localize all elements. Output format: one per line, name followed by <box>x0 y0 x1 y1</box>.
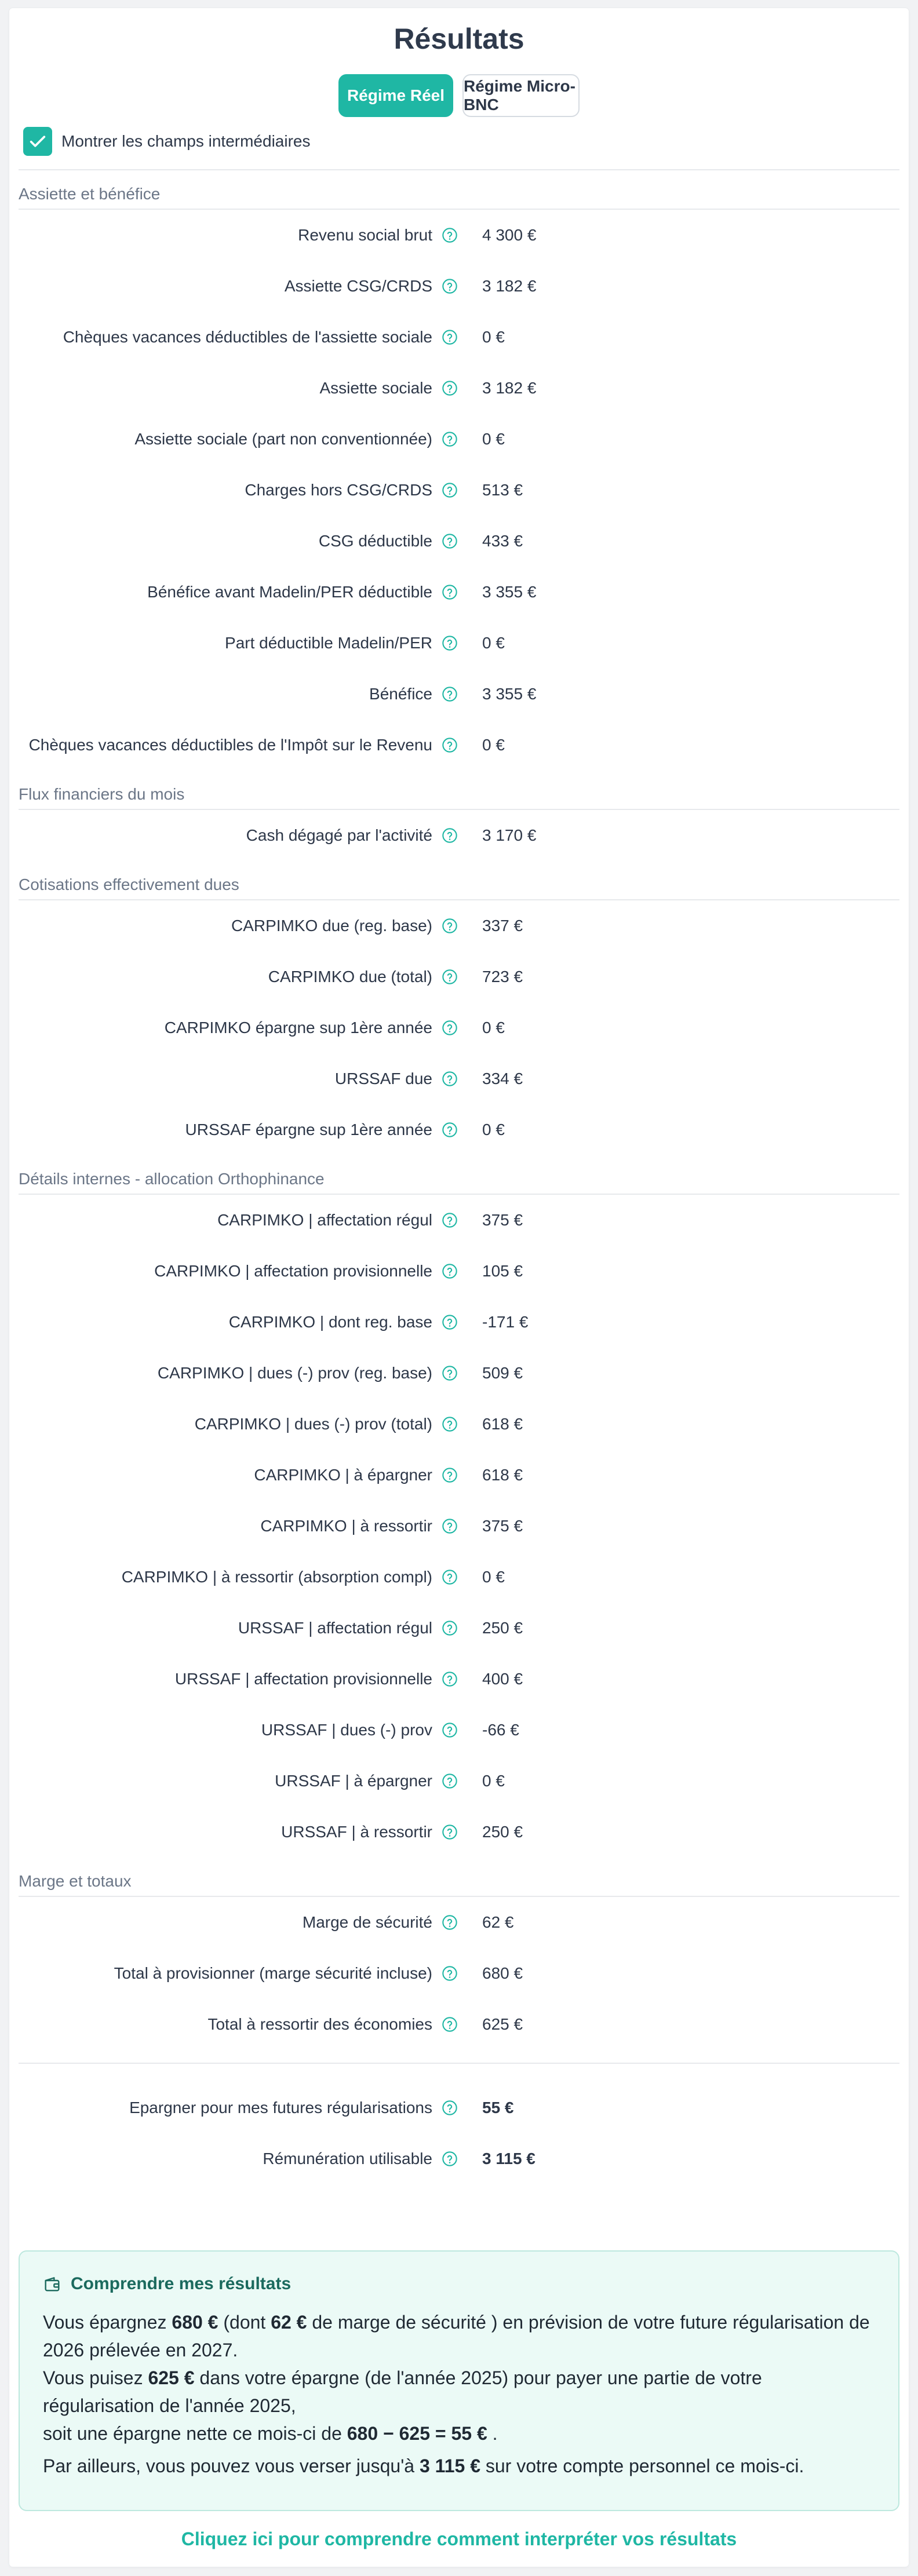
section-details-internes-allocation-orthophinance <box>19 1155 899 1858</box>
help-icon[interactable] <box>442 1824 458 1840</box>
result-value: 0 € <box>482 430 505 448</box>
info-text: Vous puisez <box>43 2367 148 2388</box>
help-icon[interactable] <box>442 1122 458 1138</box>
help-icon[interactable] <box>442 1620 458 1636</box>
result-row <box>19 1603 899 1654</box>
regime-reel-button[interactable]: Régime Réel <box>338 74 453 117</box>
result-row <box>19 1756 899 1807</box>
result-row <box>19 618 899 669</box>
result-row <box>19 1002 899 1053</box>
result-label: CSG déductible <box>318 532 432 550</box>
info-line-3 <box>43 2420 875 2447</box>
result-label: URSSAF | à ressortir <box>281 1823 432 1841</box>
section-title: Assiette et bénéfice <box>19 170 899 210</box>
result-label: CARPIMKO | à ressortir (absorption compl) <box>121 1568 432 1586</box>
result-row <box>19 2082 899 2133</box>
help-icon[interactable] <box>442 329 458 345</box>
info-text: (dont <box>218 2312 271 2333</box>
info-amount: 3 115 € <box>419 2455 480 2476</box>
info-box-text <box>43 2308 875 2480</box>
help-icon[interactable] <box>442 1071 458 1087</box>
result-label: Chèques vacances déductibles de l'Impôt sur le Revenu <box>28 736 432 754</box>
result-row <box>19 2133 899 2184</box>
info-amount: 62 € <box>271 2312 307 2333</box>
result-value: 0 € <box>482 634 505 652</box>
help-icon[interactable] <box>442 827 458 844</box>
result-value: 433 € <box>482 532 523 550</box>
result-label: URSSAF | dues (-) prov <box>261 1721 432 1739</box>
info-text: . <box>487 2423 498 2444</box>
result-label: Assiette sociale (part non conventionnée) <box>134 430 432 448</box>
info-text: sur votre compte personnel ce mois-ci. <box>480 2455 804 2476</box>
result-value: 375 € <box>482 1517 523 1535</box>
result-value: -66 € <box>482 1721 519 1739</box>
info-text: Vous épargnez <box>43 2312 172 2333</box>
section-title: Cotisations effectivement dues <box>19 861 899 900</box>
result-row <box>19 363 899 414</box>
result-row <box>19 1897 899 1948</box>
section-title: Flux financiers du mois <box>19 771 899 810</box>
result-row <box>19 1705 899 1756</box>
result-value: 3 182 € <box>482 277 537 295</box>
result-value: 0 € <box>482 736 505 754</box>
result-label: Rémunération utilisable <box>263 2150 432 2168</box>
result-label: Revenu social brut <box>298 226 432 244</box>
help-icon[interactable] <box>442 1671 458 1687</box>
result-value: 618 € <box>482 1415 523 1433</box>
result-row <box>19 567 899 618</box>
result-label: CARPIMKO | dues (-) prov (total) <box>194 1415 432 1433</box>
help-icon[interactable] <box>442 918 458 934</box>
regime-micro-bnc-button[interactable]: Régime Micro-BNC <box>462 74 580 117</box>
result-row <box>19 720 899 771</box>
result-value: 513 € <box>482 481 523 499</box>
info-amount: 625 € <box>148 2367 195 2388</box>
help-icon[interactable] <box>442 227 458 243</box>
help-icon[interactable] <box>442 380 458 396</box>
help-icon[interactable] <box>442 1416 458 1432</box>
result-row <box>19 1807 899 1858</box>
help-icon[interactable] <box>442 1467 458 1483</box>
result-label: Assiette sociale <box>319 379 432 397</box>
result-value: 250 € <box>482 1619 523 1637</box>
info-text: soit une épargne nette ce mois-ci de <box>43 2423 347 2444</box>
help-icon[interactable] <box>442 431 458 447</box>
result-value: 625 € <box>482 2015 523 2033</box>
result-row <box>19 1450 899 1501</box>
result-value: 0 € <box>482 1568 505 1586</box>
section-title: Marge et totaux <box>19 1858 899 1897</box>
help-icon[interactable] <box>442 686 458 702</box>
result-value: 337 € <box>482 917 523 935</box>
section-title: Détails internes - allocation Orthophinance <box>19 1155 899 1195</box>
help-icon[interactable] <box>442 584 458 600</box>
result-label: CARPIMKO | affectation régul <box>217 1211 432 1229</box>
check-icon <box>28 132 48 151</box>
result-label: CARPIMKO épargne sup 1ère année <box>164 1019 432 1037</box>
result-row <box>19 1104 899 1155</box>
result-label: URSSAF | affectation régul <box>238 1619 432 1637</box>
result-row <box>19 1195 899 1246</box>
result-value: 3 355 € <box>482 685 537 703</box>
result-value: 3 355 € <box>482 583 537 601</box>
help-icon[interactable] <box>442 635 458 651</box>
info-text: dans votre épargne (de l'année 2025) pour payer une partie de votre régularisation de l'année 2025, <box>43 2367 762 2416</box>
result-label: CARPIMKO | dont reg. base <box>228 1313 432 1331</box>
result-row <box>19 414 899 465</box>
result-row <box>19 261 899 312</box>
show-intermediate-checkbox[interactable] <box>23 127 52 156</box>
result-row <box>19 1297 899 1348</box>
help-icon[interactable] <box>442 1518 458 1534</box>
result-value: -171 € <box>482 1313 529 1331</box>
result-label: URSSAF | à épargner <box>275 1772 432 1790</box>
result-row <box>19 810 899 861</box>
result-row <box>19 1053 899 1104</box>
result-value: 723 € <box>482 968 523 986</box>
help-icon[interactable] <box>442 533 458 549</box>
help-icon[interactable] <box>442 2151 458 2167</box>
result-row <box>19 1399 899 1450</box>
info-box-header <box>43 2272 875 2296</box>
result-label: CARPIMKO | dues (-) prov (reg. base) <box>157 1364 432 1382</box>
result-label: CARPIMKO | à épargner <box>254 1466 432 1484</box>
help-icon[interactable] <box>442 1722 458 1738</box>
help-icon[interactable] <box>442 1365 458 1381</box>
help-icon[interactable] <box>442 969 458 985</box>
wallet-icon <box>43 2275 61 2293</box>
result-row <box>19 516 899 567</box>
help-icon[interactable] <box>442 482 458 498</box>
info-line-4 <box>43 2452 875 2480</box>
result-label: CARPIMKO due (reg. base) <box>231 917 432 935</box>
help-icon[interactable] <box>442 2016 458 2033</box>
help-icon[interactable] <box>442 1965 458 1982</box>
result-label: Bénéfice avant Madelin/PER déductible <box>147 583 432 601</box>
result-label: Epargner pour mes futures régularisations <box>129 2099 432 2117</box>
result-label: Charges hors CSG/CRDS <box>245 481 432 499</box>
result-value: 3 115 € <box>482 2150 536 2168</box>
result-value: 680 € <box>482 1964 523 1982</box>
info-box <box>19 2250 899 2511</box>
result-row <box>19 1654 899 1705</box>
result-row <box>19 1552 899 1603</box>
help-icon[interactable] <box>442 1314 458 1330</box>
info-line-2 <box>43 2364 875 2420</box>
section-marge-et-totaux <box>19 1858 899 2050</box>
help-icon[interactable] <box>442 278 458 294</box>
info-line-1 <box>43 2308 875 2364</box>
result-value: 250 € <box>482 1823 523 1841</box>
result-label: Cash dégagé par l'activité <box>246 826 432 844</box>
section-cotisations-effectivement-dues <box>19 861 899 1155</box>
result-value: 0 € <box>482 1121 505 1139</box>
section-flux-financiers-du-mois <box>19 771 899 861</box>
result-value: 4 300 € <box>482 226 537 244</box>
result-label: CARPIMKO | affectation provisionnelle <box>154 1262 432 1280</box>
help-icon[interactable] <box>442 2100 458 2116</box>
results-sections <box>19 170 899 2050</box>
help-icon[interactable] <box>442 1569 458 1585</box>
info-text: de marge de sécurité ) en prévision de votre future régularisation de 2026 prélevée en 2027. <box>43 2312 870 2360</box>
help-icon[interactable] <box>442 1020 458 1036</box>
result-label: Assiette CSG/CRDS <box>284 277 432 295</box>
result-label: URSSAF | affectation provisionnelle <box>174 1670 432 1688</box>
result-row <box>19 1501 899 1552</box>
help-icon[interactable] <box>442 737 458 753</box>
result-label: Marge de sécurité <box>302 1913 432 1931</box>
help-icon[interactable] <box>442 1263 458 1279</box>
result-row <box>19 312 899 363</box>
result-value: 334 € <box>482 1070 523 1088</box>
results-card <box>9 8 909 2567</box>
result-row <box>19 1348 899 1399</box>
result-value: 55 € <box>482 2099 514 2117</box>
result-label: Part déductible Madelin/PER <box>225 634 432 652</box>
result-label: Chèques vacances déductibles de l'assiette sociale <box>63 328 432 346</box>
result-value: 3 170 € <box>482 826 537 844</box>
result-row <box>19 1948 899 1999</box>
result-value: 3 182 € <box>482 379 537 397</box>
help-icon[interactable] <box>442 1212 458 1228</box>
final-results <box>19 2082 899 2184</box>
result-value: 375 € <box>482 1211 523 1229</box>
info-amount: 680 € <box>172 2312 218 2333</box>
result-row <box>19 1246 899 1297</box>
interpret-results-link[interactable]: Cliquez ici pour comprendre comment interpréter vos résultats <box>181 2528 737 2549</box>
result-label: CARPIMKO due (total) <box>268 968 432 986</box>
result-value: 62 € <box>482 1913 514 1931</box>
help-icon[interactable] <box>442 1914 458 1931</box>
result-value: 0 € <box>482 1772 505 1790</box>
info-text: Par ailleurs, vous pouvez vous verser jusqu'à <box>43 2455 420 2476</box>
page-title: Résultats <box>394 23 524 55</box>
info-box-title: Comprendre mes résultats <box>71 2274 292 2293</box>
result-label: Total à ressortir des économies <box>207 2015 432 2033</box>
result-row <box>19 1999 899 2050</box>
result-label: URSSAF épargne sup 1ère année <box>185 1121 432 1139</box>
result-label: Total à provisionner (marge sécurité incluse) <box>114 1964 432 1982</box>
result-label: Bénéfice <box>369 685 432 703</box>
result-row <box>19 210 899 261</box>
regime-toggle <box>19 74 899 117</box>
info-amount: 680 − 625 = 55 € <box>347 2423 487 2444</box>
section-assiette-et-benefice <box>19 170 899 771</box>
result-value: 509 € <box>482 1364 523 1382</box>
result-label: URSSAF due <box>334 1070 432 1088</box>
show-intermediate-label: Montrer les champs intermédiaires <box>61 132 311 150</box>
result-row <box>19 465 899 516</box>
result-row <box>19 669 899 720</box>
result-row <box>19 900 899 951</box>
show-intermediate-toggle <box>23 126 899 156</box>
result-value: 0 € <box>482 1019 505 1037</box>
result-label: CARPIMKO | à ressortir <box>260 1517 432 1535</box>
result-value: 618 € <box>482 1466 523 1484</box>
result-row <box>19 951 899 1002</box>
result-value: 105 € <box>482 1262 523 1280</box>
result-value: 0 € <box>482 328 505 346</box>
help-icon[interactable] <box>442 1773 458 1789</box>
result-value: 400 € <box>482 1670 523 1688</box>
